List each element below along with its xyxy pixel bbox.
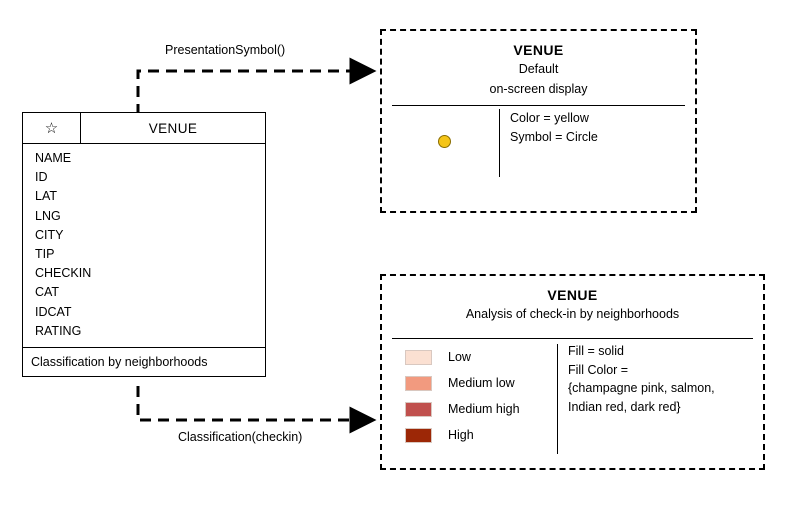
entity-attribute: CAT — [35, 285, 60, 300]
property-symbol: Symbol = Circle — [510, 129, 598, 144]
edge-label-classification: Classification(checkin) — [178, 430, 303, 444]
presentation-properties — [557, 340, 763, 468]
legend-swatch-high — [405, 428, 432, 443]
vertical-divider — [557, 344, 558, 454]
presentation-title: VENUE — [513, 42, 564, 58]
presentation-properties — [499, 107, 695, 211]
presentation-legend-area — [382, 340, 557, 468]
entity-attribute: ID — [35, 170, 48, 185]
presentation-subtitle-line2: on-screen display — [489, 82, 588, 96]
presentation-subtitle-line1: Default — [518, 62, 559, 76]
legend-label: Low — [448, 350, 471, 364]
presentation-box-checkin-analysis[interactable] — [380, 274, 765, 470]
property-fill-color: Fill Color = — [568, 362, 629, 377]
property-fill: Fill = solid — [568, 344, 624, 358]
entity-title: VENUE — [148, 120, 198, 136]
entity-attribute-list — [23, 144, 265, 348]
legend — [405, 344, 520, 448]
presentation-body — [382, 340, 763, 468]
vertical-divider — [499, 109, 500, 177]
circle-symbol-icon — [438, 135, 451, 148]
entity-attribute: CITY — [35, 227, 64, 242]
presentation-title: VENUE — [547, 287, 598, 303]
legend-swatch-medium-high — [405, 402, 432, 417]
entity-attribute: LAT — [35, 189, 57, 204]
entity-attribute: RATING — [35, 323, 82, 338]
edge-label-presentation-symbol: PresentationSymbol() — [165, 43, 286, 57]
divider — [392, 338, 753, 339]
entity-footer-method: Classification by neighborhoods — [31, 355, 208, 370]
legend-label: Medium low — [448, 376, 515, 390]
entity-attribute: CHECKIN — [35, 266, 92, 281]
entity-header — [23, 113, 265, 144]
legend-label: Medium high — [448, 402, 520, 416]
presentation-symbol-area — [382, 107, 499, 211]
entity-venue[interactable] — [22, 112, 266, 377]
presentation-box-default-display[interactable] — [380, 29, 697, 213]
legend-label: High — [448, 428, 474, 442]
legend-item — [405, 370, 520, 396]
divider — [392, 105, 685, 106]
property-fill-color-values-line1: {champagne pink, salmon, — [568, 381, 715, 395]
presentation-subtitle: Analysis of check-in by neighborhoods — [465, 307, 680, 321]
entity-attribute: NAME — [35, 151, 72, 165]
star-icon: ☆ — [23, 113, 81, 143]
legend-swatch-low — [405, 350, 432, 365]
legend-item — [405, 396, 520, 422]
legend-item — [405, 422, 520, 448]
connector-classification — [138, 386, 372, 420]
presentation-body — [382, 107, 695, 211]
entity-attribute: IDCAT — [35, 304, 72, 319]
entity-attribute: TIP — [35, 247, 55, 262]
legend-swatch-medium-low — [405, 376, 432, 391]
legend-item — [405, 344, 520, 370]
connector-presentation-symbol — [138, 71, 372, 115]
property-color: Color = yellow — [510, 111, 589, 125]
property-fill-color-values-line2: Indian red, dark red} — [568, 399, 681, 414]
entity-attribute: LNG — [35, 208, 61, 223]
